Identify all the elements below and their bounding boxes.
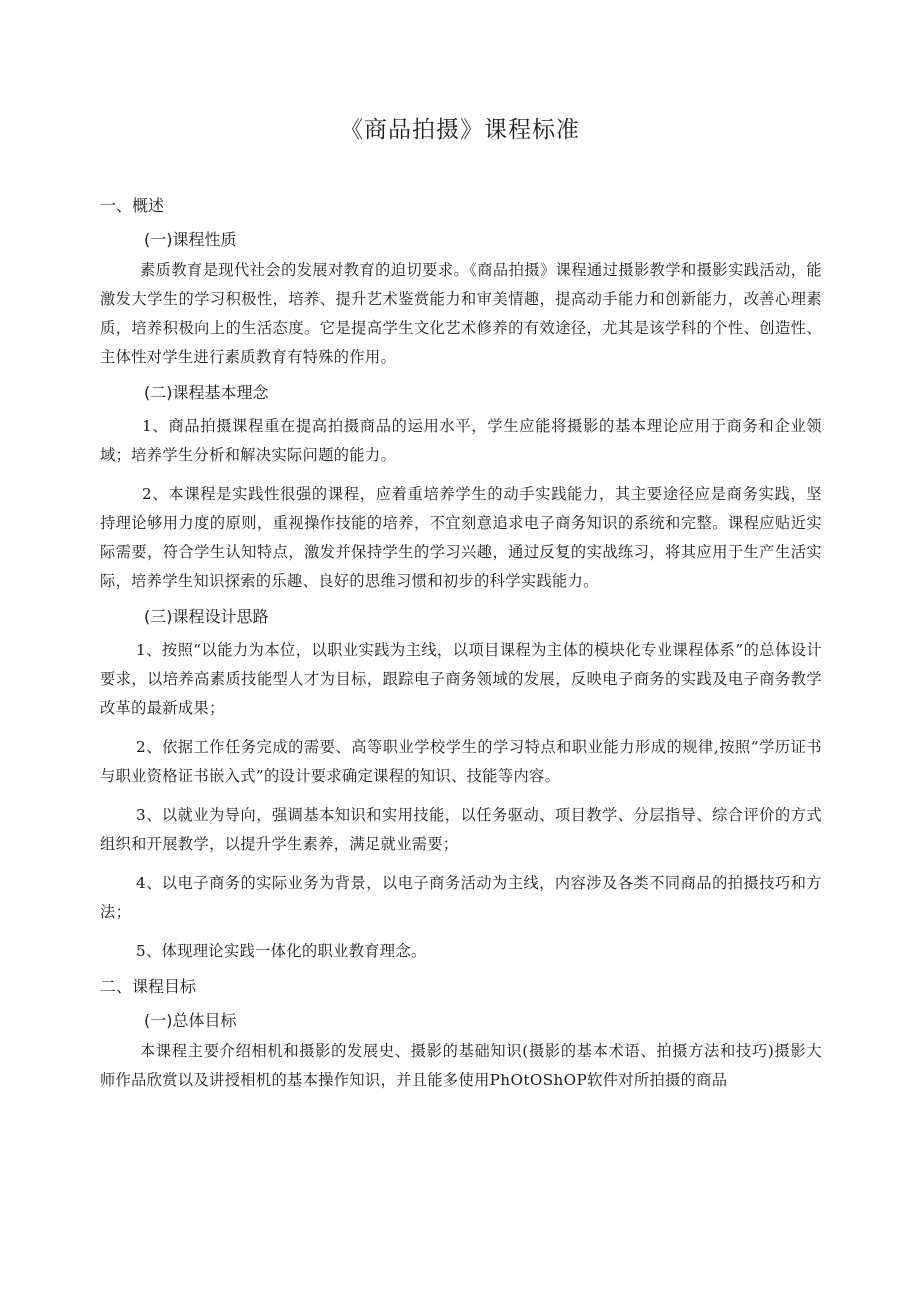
- paragraph-design-ideas-2: 2、依据工作任务完成的需要、高等职业学校学生的学习特点和职业能力形成的规律,按照“学历证书与职业资格证书嵌入式”的设计要求确定课程的知识、技能等内容。: [100, 738, 822, 785]
- section-heading-course-objectives: 二、课程目标: [100, 977, 197, 996]
- paragraph-design-ideas-4: 4、以电子商务的实际业务为背景，以电子商务活动为主线，内容涉及各类不同商品的拍摄技巧和方法；: [100, 874, 822, 921]
- paragraph-basic-concept-2: 2、本课程是实践性很强的课程，应着重培养学生的动手实践能力，其主要途径应是商务实践，坚持理论够用力度的原则，重视操作技能的培养，不宜刻意追求电子商务知识的系统和完整。课程应贴近实际需要，符合学生认知特点，激发并保持学生的学习兴趣，通过反复的实战练习，将其应用于生产生活实际，培养学生知识探索的乐趣、良好的思维习惯和初步的科学实践能力。: [100, 485, 822, 590]
- subsection-heading-overall-objective: (一)总体目标: [144, 1011, 237, 1030]
- section-heading-overview: 一、概述: [100, 196, 165, 215]
- paragraph-course-nature: 素质教育是现代社会的发展对教育的迫切要求。《商品拍摄》课程通过摄影教学和摄影实践活动，能激发大学生的学习积极性，培养、提升艺术鉴赏能力和审美情趣，提高动手能力和创新能力，改善心理素质，培养积极向上的生活态度。它是提高学生文化艺术修养的有效途径，尤其是该学科的个性、创造性、主体性对学生进行素质教育有特殊的作用。: [100, 261, 822, 366]
- paragraph-design-ideas-3: 3、以就业为导向，强调基本知识和实用技能，以任务驱动、项目教学、分层指导、综合评价的方式组织和开展教学，以提升学生素养，满足就业需要；: [100, 806, 822, 853]
- paragraph-design-ideas-1: 1、按照“以能力为本位，以职业实践为主线，以项目课程为主体的模块化专业课程体系”的总体设计要求，以培养高素质技能型人才为目标，跟踪电子商务领域的发展，反映电子商务的实践及电子商务教学改革的最新成果；: [100, 641, 822, 717]
- paragraph-design-ideas-5: 5、体现理论实践一体化的职业教育理念。: [136, 942, 427, 960]
- paragraph-basic-concept-1: 1、商品拍摄课程重在提高拍摄商品的运用水平，学生应能将摄影的基本理论应用于商务和企业领域；培养学生分析和解决实际问题的能力。: [100, 417, 822, 464]
- document-body: [100, 193, 822, 1095]
- document-title: 《商品拍摄》课程标准: [340, 117, 580, 143]
- paragraph-overall-objective: 本课程主要介绍相机和摄影的发展史、摄影的基础知识(摄影的基本术语、拍摄方法和技巧)摄影大师作品欣赏以及讲授相机的基本操作知识，并且能多使用PhOtOShOP软件对所拍摄的商品: [100, 1042, 822, 1089]
- subsection-heading-course-nature: (一)课程性质: [144, 230, 237, 249]
- subsection-heading-design-ideas: (三)课程设计思路: [144, 607, 269, 626]
- subsection-heading-basic-concept: (二)课程基本理念: [144, 383, 269, 402]
